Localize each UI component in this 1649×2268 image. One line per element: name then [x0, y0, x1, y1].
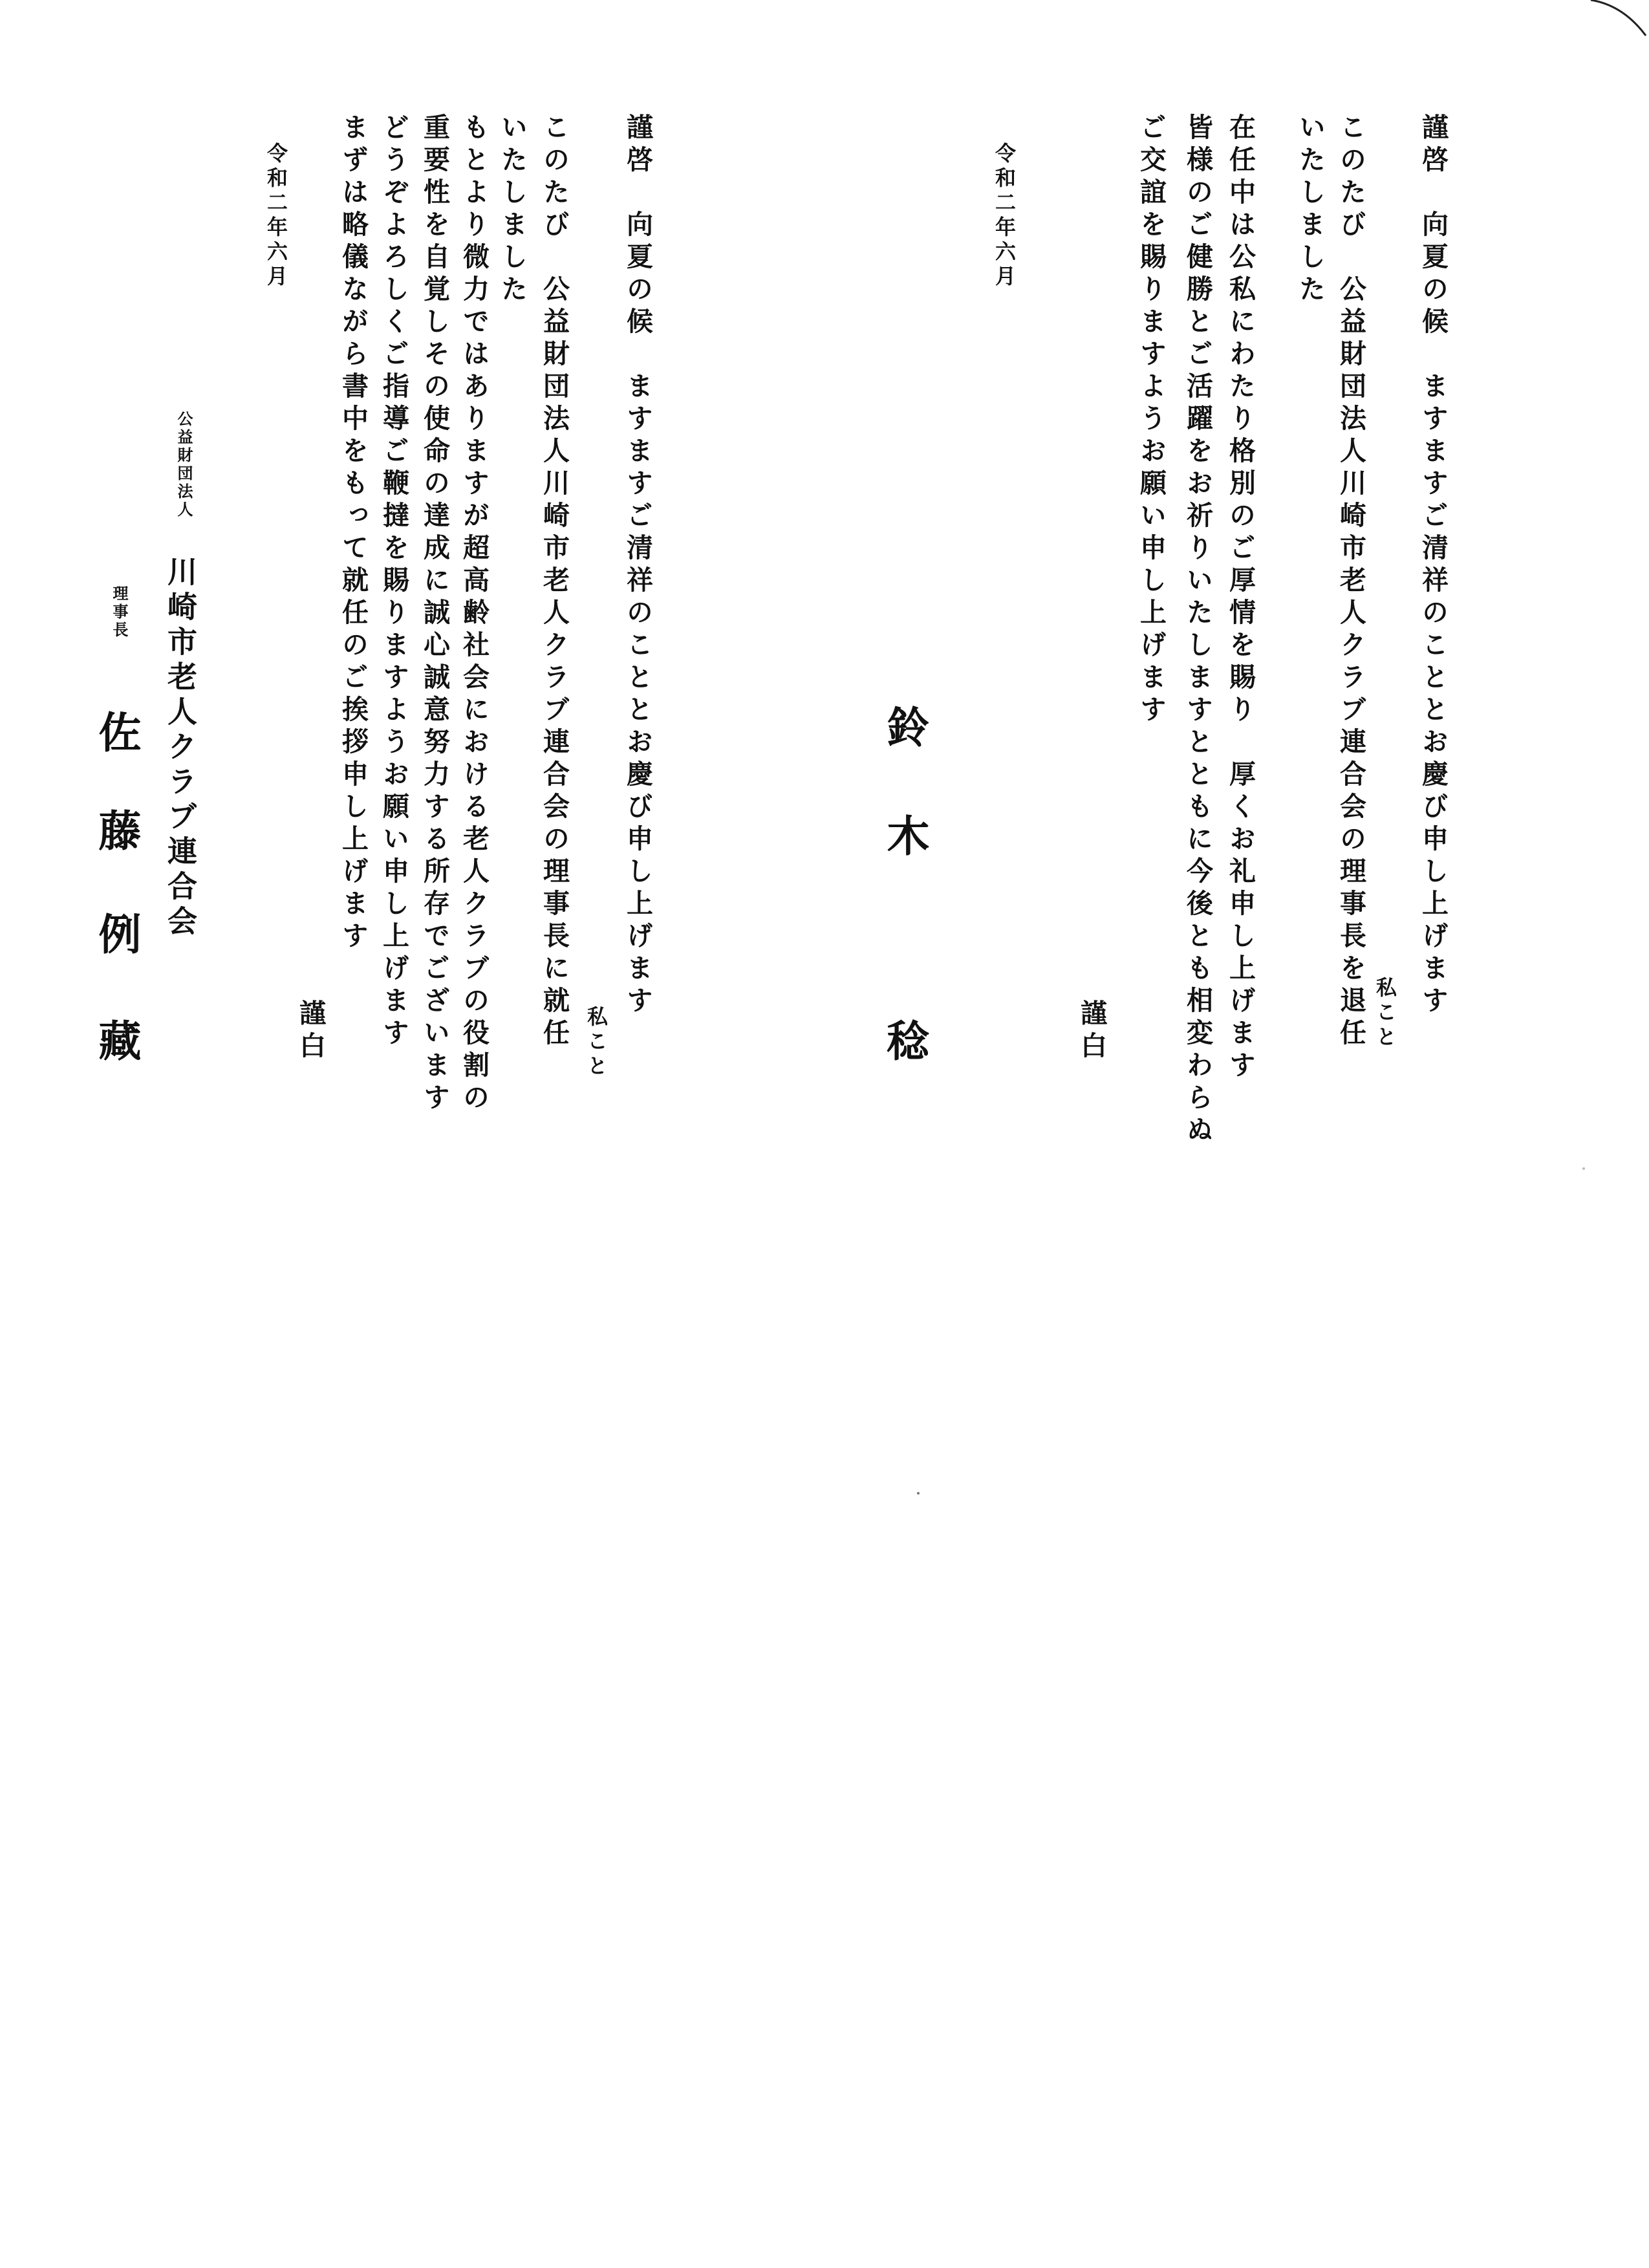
letter2-line-2: 私こと — [584, 1006, 609, 1079]
letter2-line-5: もとより微力ではありますが超高齢社会における老人クラブの役割の — [458, 113, 490, 1116]
letter2-date: 令和二年六月 — [264, 142, 288, 290]
letter1-closing: 謹白 — [1076, 999, 1107, 1064]
letter1-name-char-1: 鈴 — [879, 705, 930, 748]
letter2-line-4: いたしました — [497, 113, 528, 307]
scan-speck — [917, 1492, 920, 1495]
letter2-line-3: このたび 公益財団法人川崎市老人クラブ連合会の理事長に就任 — [539, 113, 570, 1051]
organization-name: 川崎市老人クラブ連合会 — [163, 556, 198, 940]
letter1-line-1: 謹啓 向夏の候 ますますご清祥のこととお慶び申し上げます — [1417, 113, 1449, 1019]
letter1-line-6: 皆様のご健勝とご活躍をお祈りいたしますとともに今後とも相変わらぬ — [1182, 113, 1213, 1148]
letter2-line-8: まずは略儀ながら書中をもって就任のご挨拶申し上げます — [338, 113, 369, 954]
letter1-line-5: 在任中は公私にわたり格別のご厚情を賜り 厚くお礼申し上げます — [1225, 113, 1256, 1083]
page-corner-curve — [1578, 0, 1649, 39]
letter2-line-7: どうぞよろしくご指導ご鞭撻を賜りますようお願い申し上げます — [378, 113, 409, 1051]
letter1-date: 令和二年六月 — [992, 142, 1017, 290]
letter2-name-char-3: 例 — [91, 912, 142, 955]
letter2-name-char-2: 藤 — [91, 808, 142, 851]
signatory-title: 理事長 — [110, 585, 129, 640]
scan-speck — [1582, 1167, 1585, 1170]
letter1-line-7: ご交誼を賜りますようお願い申し上げます — [1136, 113, 1167, 728]
letter1-name-char-2: 木 — [879, 814, 930, 856]
letter2-line-6: 重要性を自覚しその使命の達成に誠心誠意努力する所存でございます — [419, 113, 450, 1116]
letter2-name-char-1: 佐 — [91, 710, 142, 753]
letter1-line-3: このたび 公益財団法人川崎市老人クラブ連合会の理事長を退任 — [1335, 113, 1366, 1051]
letter1-line-2: 私こと — [1373, 977, 1397, 1050]
letter2-name-char-4: 藏 — [91, 1019, 142, 1061]
letter1-name-char-3: 稔 — [879, 1019, 930, 1061]
letter2-closing: 謹白 — [295, 999, 326, 1064]
letter2-line-1: 謹啓 向夏の候 ますますご清祥のこととお慶び申し上げます — [622, 113, 653, 1019]
letter1-line-4: いたしました — [1295, 113, 1326, 307]
organization-type: 公益財団法人 — [175, 411, 193, 519]
